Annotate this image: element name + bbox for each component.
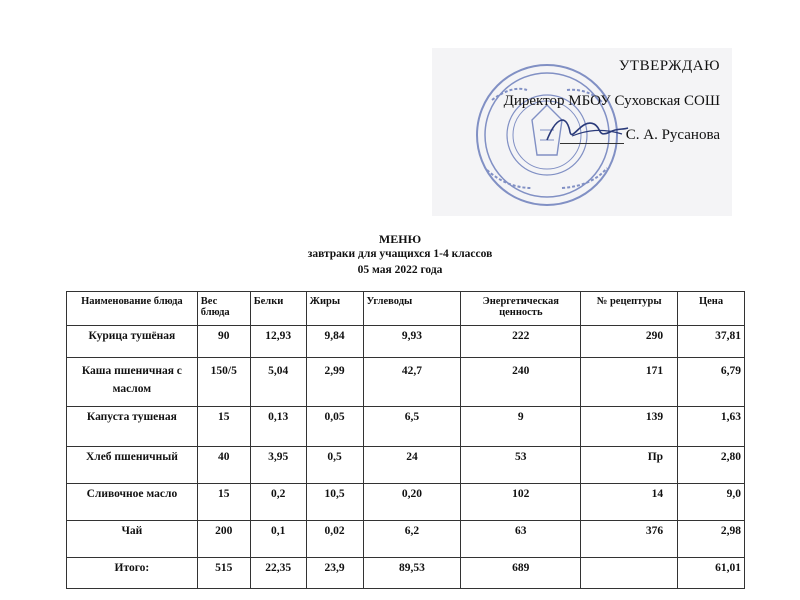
dish-weight: 15: [197, 407, 250, 447]
dish-fats: 0,05: [306, 407, 363, 447]
column-header: Жиры: [306, 292, 363, 326]
dish-recipe-no: Пр: [581, 447, 678, 484]
dish-price: 37,81: [678, 326, 745, 358]
approval-title: УТВЕРЖДАЮ: [618, 58, 720, 74]
total-carbs: 89,53: [363, 558, 461, 589]
dish-energy: 240: [461, 358, 581, 407]
approval-position: Директор МБОУ Суховская СОШ: [503, 93, 720, 109]
dish-name: Чай: [67, 521, 198, 558]
dish-name: Хлеб пшеничный: [67, 447, 198, 484]
total-recipe-no: [581, 558, 678, 589]
column-header: № рецептуры: [581, 292, 678, 326]
dish-weight: 90: [197, 326, 250, 358]
total-price: 61,01: [678, 558, 745, 589]
dish-carbs: 0,20: [363, 484, 461, 521]
dish-proteins: 12,93: [250, 326, 306, 358]
table-total-row: [67, 558, 745, 589]
dish-carbs: 42,7: [363, 358, 461, 407]
menu-date: 05 мая 2022 года: [357, 264, 443, 276]
dish-recipe-no: 171: [581, 358, 678, 407]
table-row: [67, 521, 745, 558]
dish-carbs: 6,2: [363, 521, 461, 558]
menu-subtitle: завтраки для учащихся 1-4 классов: [307, 248, 493, 260]
dish-recipe-no: 14: [581, 484, 678, 521]
total-label: Итого:: [67, 558, 198, 589]
dish-proteins: 0,2: [250, 484, 306, 521]
dish-price: 6,79: [678, 358, 745, 407]
dish-name: Курица тушёная: [67, 326, 198, 358]
dish-weight: 15: [197, 484, 250, 521]
dish-fats: 0,02: [306, 521, 363, 558]
dish-name: Каша пшеничная с маслом: [67, 358, 198, 407]
dish-fats: 10,5: [306, 484, 363, 521]
column-header: Энергетическая ценность: [461, 292, 581, 326]
approval-block: [432, 48, 732, 216]
dish-fats: 2,99: [306, 358, 363, 407]
menu-title: МЕНЮ: [378, 232, 422, 246]
dish-weight: 40: [197, 447, 250, 484]
total-weight: 515: [197, 558, 250, 589]
dish-price: 1,63: [678, 407, 745, 447]
dish-recipe-no: 139: [581, 407, 678, 447]
table-row: [67, 358, 745, 407]
dish-price: 9,0: [678, 484, 745, 521]
dish-price: 2,80: [678, 447, 745, 484]
dish-proteins: 0,13: [250, 407, 306, 447]
dish-weight: 200: [197, 521, 250, 558]
column-header: Наименование блюда: [67, 292, 198, 326]
column-header: Вес блюда: [197, 292, 250, 326]
menu-table: [66, 291, 745, 589]
total-proteins: 22,35: [250, 558, 306, 589]
table-row: [67, 447, 745, 484]
table-header-row: [67, 292, 745, 326]
dish-recipe-no: 290: [581, 326, 678, 358]
dish-weight: 150/5: [197, 358, 250, 407]
table-row: [67, 484, 745, 521]
column-header: Цена: [678, 292, 745, 326]
dish-energy: 222: [461, 326, 581, 358]
dish-energy: 63: [461, 521, 581, 558]
director-signature: [542, 110, 632, 150]
dish-proteins: 3,95: [250, 447, 306, 484]
dish-proteins: 5,04: [250, 358, 306, 407]
total-energy: 689: [461, 558, 581, 589]
dish-energy: 53: [461, 447, 581, 484]
column-header: Белки: [250, 292, 306, 326]
dish-carbs: 9,93: [363, 326, 461, 358]
dish-name: Капуста тушеная: [67, 407, 198, 447]
approval-name: С. А. Русанова: [625, 127, 720, 143]
table-row: [67, 407, 745, 447]
dish-proteins: 0,1: [250, 521, 306, 558]
dish-energy: 9: [461, 407, 581, 447]
dish-energy: 102: [461, 484, 581, 521]
dish-name: Сливочное масло: [67, 484, 198, 521]
signature-line: [560, 143, 624, 144]
dish-fats: 0,5: [306, 447, 363, 484]
table-row: [67, 326, 745, 358]
dish-recipe-no: 376: [581, 521, 678, 558]
dish-price: 2,98: [678, 521, 745, 558]
total-fats: 23,9: [306, 558, 363, 589]
dish-carbs: 6,5: [363, 407, 461, 447]
dish-carbs: 24: [363, 447, 461, 484]
column-header: Углеводы: [363, 292, 461, 326]
dish-fats: 9,84: [306, 326, 363, 358]
